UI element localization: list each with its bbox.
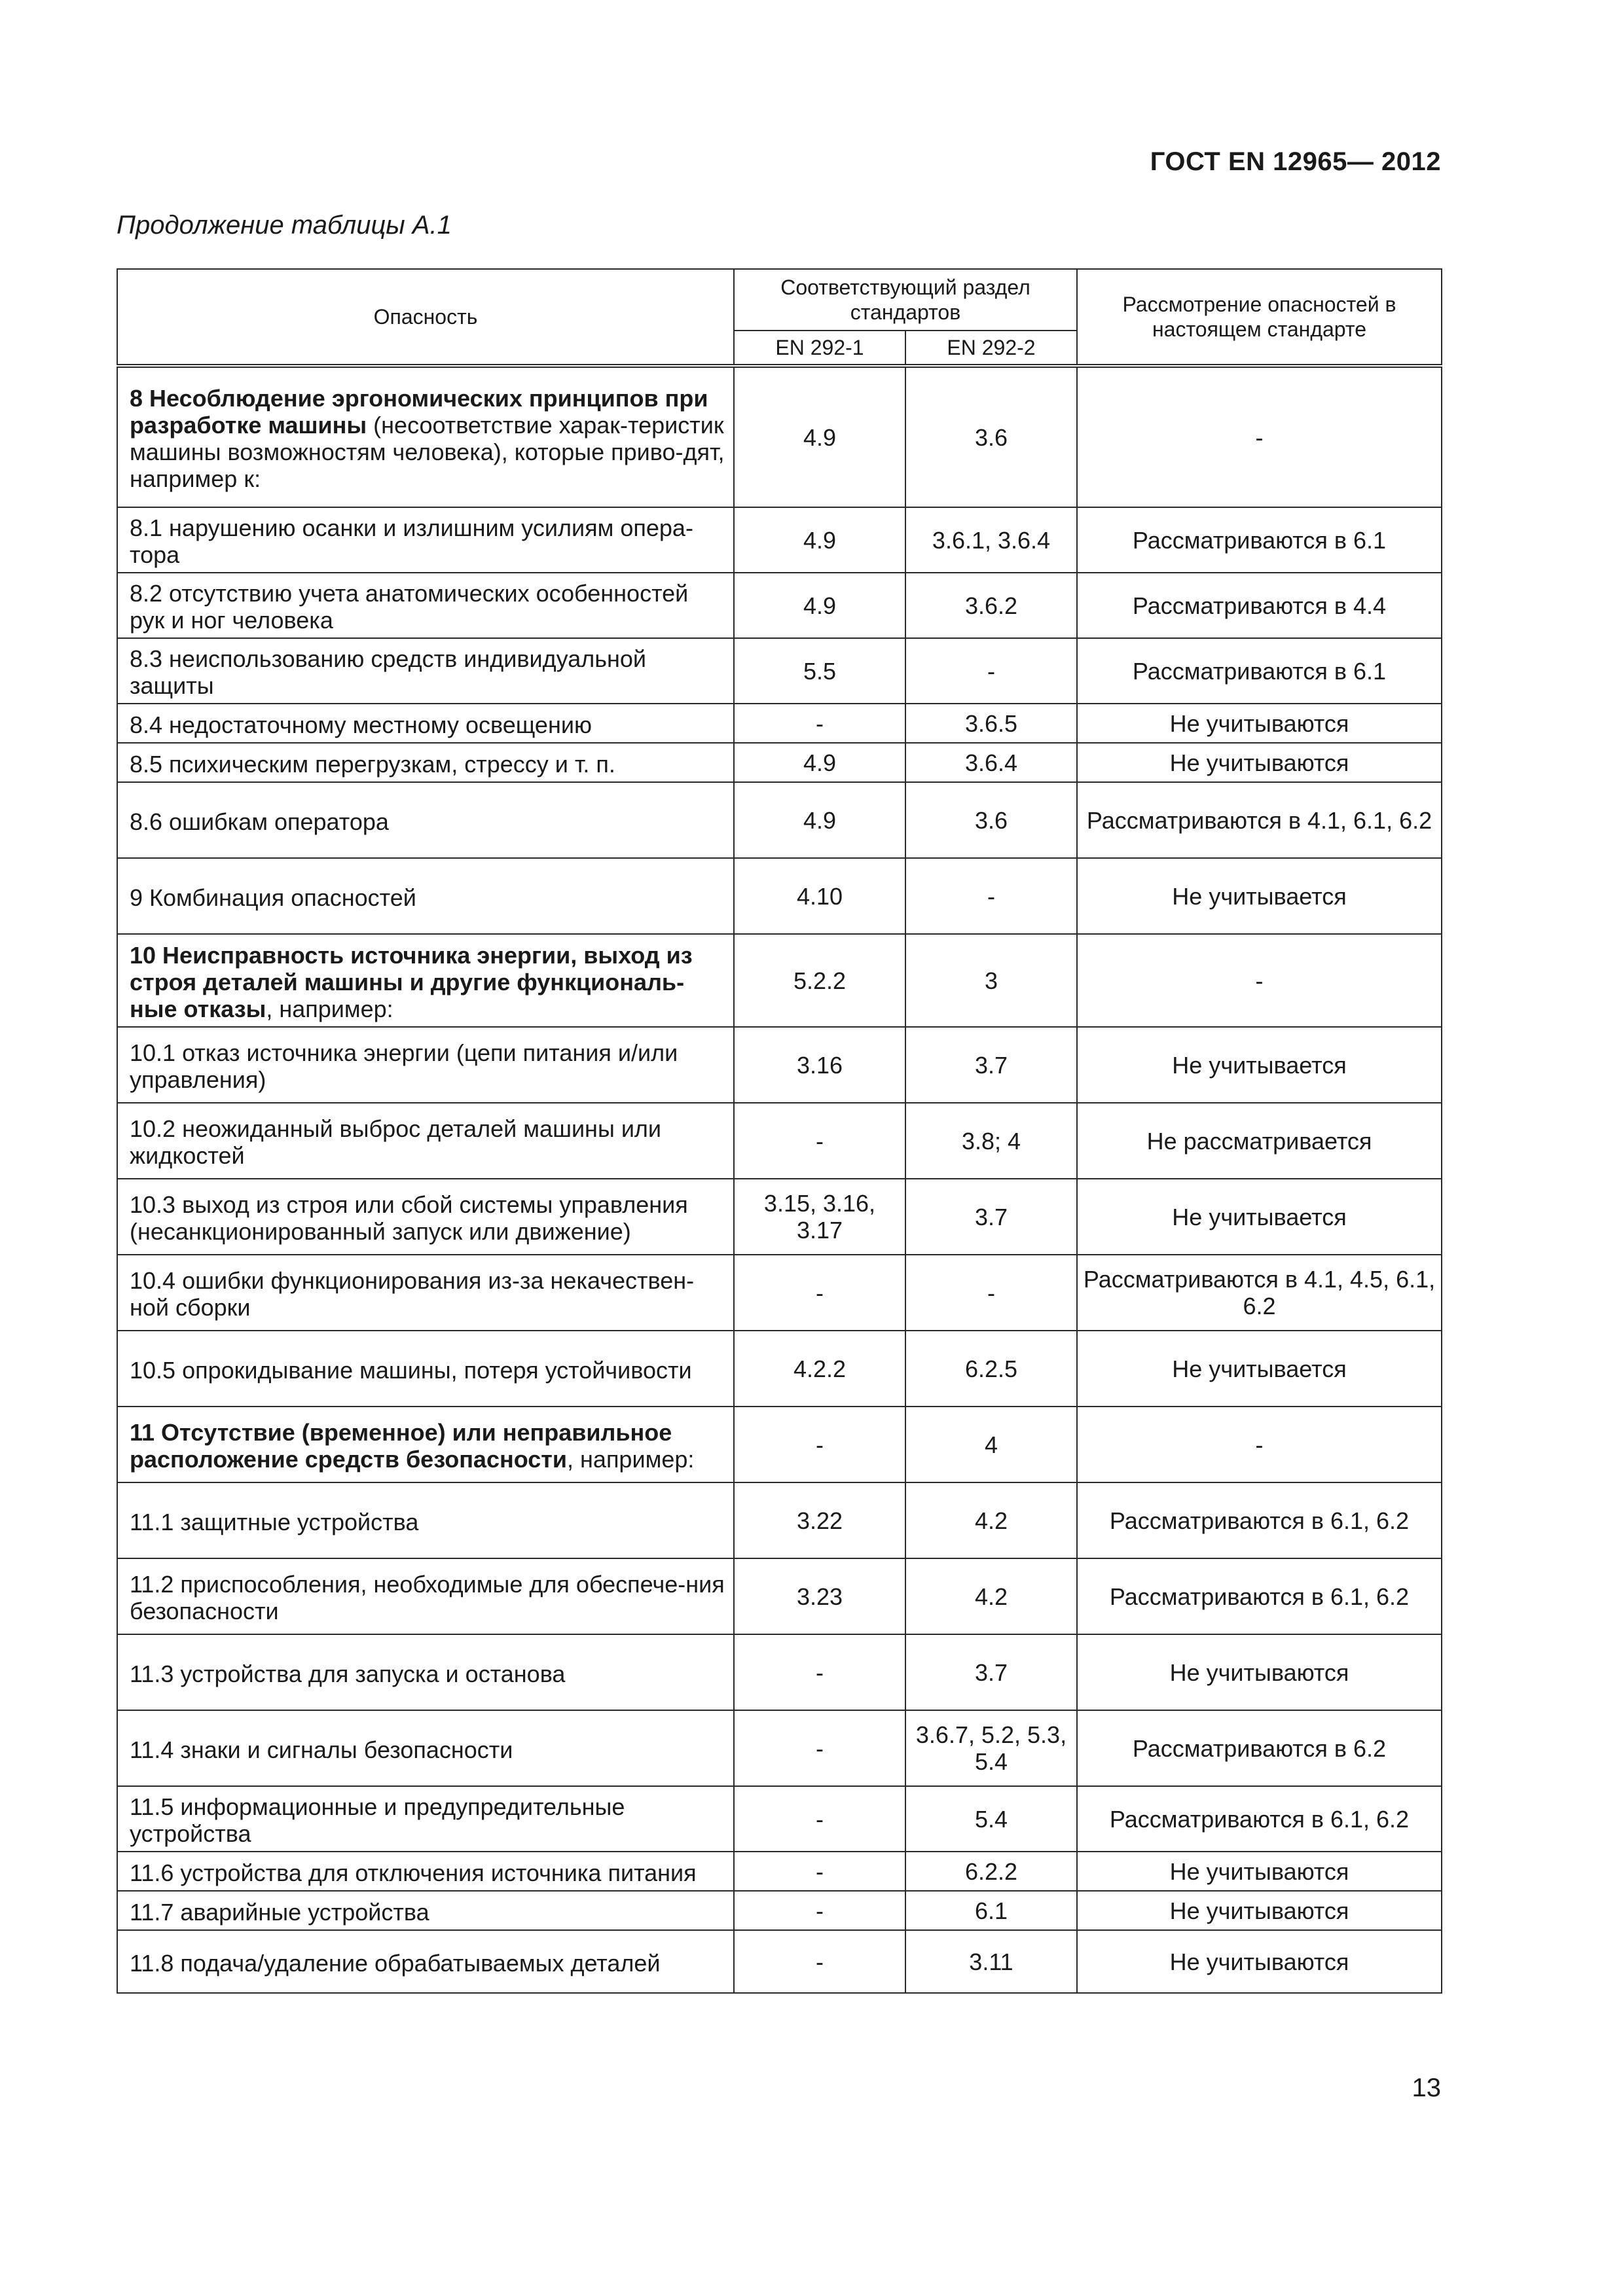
cell-consideration: Рассматриваются в 6.2 [1077,1710,1442,1786]
table-row [117,1710,1442,1786]
cell-consideration: - [1077,366,1442,507]
cell-en2921: 4.9 [734,782,905,858]
cell-en2921: - [734,1255,905,1331]
cell-hazard [117,1930,734,1993]
cell-hazard [117,1407,734,1482]
cell-hazard [117,1255,734,1331]
cell-en2922: 3.6.2 [905,573,1077,638]
hazard-text: , например: [266,995,393,1022]
cell-en2921: 3.23 [734,1558,905,1634]
hazard-text: 10.1 отказ источника энергии (цепи питания и/или управления) [130,1039,678,1093]
cell-consideration: Не учитывается [1077,858,1442,934]
cell-en2921: - [734,1634,905,1710]
cell-hazard [117,1891,734,1930]
table-row [117,507,1442,573]
cell-hazard [117,782,734,858]
cell-en2922: 3.7 [905,1179,1077,1255]
cell-en2921: - [734,1930,905,1993]
cell-en2922: - [905,638,1077,704]
header-en2922: EN 292-2 [905,331,1077,366]
cell-consideration: Не учитываются [1077,1930,1442,1993]
hazard-text: 9 Комбинация опасностей [130,884,416,911]
cell-en2922: 3.6.1, 3.6.4 [905,507,1077,573]
table-row [117,1482,1442,1558]
cell-en2922: 5.4 [905,1786,1077,1852]
table-row [117,858,1442,934]
table-row [117,1930,1442,1993]
table-row [117,573,1442,638]
cell-hazard [117,934,734,1027]
hazard-text: 8.5 психическим перегрузкам, стрессу и т. п. [130,750,615,778]
header-en2921: EN 292-1 [734,331,905,366]
cell-hazard [117,1027,734,1103]
cell-hazard [117,1786,734,1852]
cell-hazard [117,1634,734,1710]
table-row [117,1891,1442,1930]
cell-consideration: Рассматриваются в 6.1, 6.2 [1077,1558,1442,1634]
hazard-title: 11 Отсутствие (временное) или неправильное расположение средств безопасности [130,1419,672,1473]
table-row [117,1179,1442,1255]
cell-en2921: 4.9 [734,507,905,573]
table-row [117,782,1442,858]
cell-consideration: Не учитываются [1077,1891,1442,1930]
cell-hazard [117,1331,734,1407]
cell-consideration: Рассматриваются в 6.1 [1077,638,1442,704]
cell-consideration: Не учитывается [1077,1179,1442,1255]
table-row [117,1634,1442,1710]
cell-consideration: Рассматриваются в 6.1 [1077,507,1442,573]
cell-en2922: 3.6.5 [905,704,1077,743]
cell-en2922: - [905,858,1077,934]
document-header: ГОСТ EN 12965— 2012 [1150,147,1441,176]
cell-consideration: Не учитываются [1077,704,1442,743]
cell-hazard [117,1103,734,1179]
table-header [117,269,1442,366]
cell-en2921: 4.10 [734,858,905,934]
cell-hazard [117,1482,734,1558]
cell-en2921: 5.2.2 [734,934,905,1027]
table-row [117,1255,1442,1331]
cell-en2921: 4.9 [734,743,905,782]
header-hazard: Опасность [117,269,734,366]
cell-en2922: 3.8; 4 [905,1103,1077,1179]
cell-en2922: 3.7 [905,1634,1077,1710]
hazard-text: 8.2 отсутствию учета анатомических особенностей рук и ног человека [130,580,689,634]
cell-en2922: 3.6 [905,366,1077,507]
cell-hazard [117,1558,734,1634]
cell-hazard [117,858,734,934]
cell-consideration: Рассматриваются в 6.1, 6.2 [1077,1786,1442,1852]
cell-en2922: 3.6 [905,782,1077,858]
cell-consideration: Не учитываются [1077,1634,1442,1710]
cell-hazard [117,1852,734,1891]
cell-consideration: Не учитывается [1077,1027,1442,1103]
hazard-text: 10.5 опрокидывание машины, потеря устойчивости [130,1356,692,1384]
cell-en2922: 6.1 [905,1891,1077,1930]
hazard-text: 11.3 устройства для запуска и останова [130,1660,566,1687]
header-sections-group: Соответствующий раздел стандартов [734,269,1077,331]
cell-consideration: Рассматриваются в 6.1, 6.2 [1077,1482,1442,1558]
cell-en2921: 5.5 [734,638,905,704]
cell-en2922: - [905,1255,1077,1331]
hazard-text: 11.6 устройства для отключения источника питания [130,1859,697,1886]
cell-consideration: Не учитываются [1077,743,1442,782]
page-number: 13 [1412,2073,1441,2102]
hazard-text: 11.8 подача/удаление обрабатываемых деталей [130,1949,661,1977]
hazard-text: 8.3 неиспользованию средств индивидуальной защиты [130,645,647,699]
cell-en2921: - [734,1103,905,1179]
cell-en2922: 3.6.7, 5.2, 5.3, 5.4 [905,1710,1077,1786]
cell-en2922: 6.2.5 [905,1331,1077,1407]
table-row [117,1786,1442,1852]
cell-en2921: 4.9 [734,366,905,507]
hazard-text: 8.4 недостаточному местному освещению [130,711,592,738]
hazard-text: 11.1 защитные устройства [130,1508,419,1535]
cell-en2921: - [734,704,905,743]
cell-en2921: - [734,1891,905,1930]
hazard-title: 10 Неисправность источника энергии, выход из строя деталей машины и другие функциональ-ные отказы [130,941,693,1022]
hazard-title: 8 Несоблюдение эргономических принципов при разработке машины [130,385,708,439]
hazard-text: 10.2 неожиданный выброс деталей машины или жидкостей [130,1115,662,1169]
cell-consideration: Не учитываются [1077,1852,1442,1891]
table-row [117,366,1442,507]
cell-en2921: 3.22 [734,1482,905,1558]
cell-hazard [117,366,734,507]
table-row [117,743,1442,782]
cell-en2922: 3.7 [905,1027,1077,1103]
table-row [117,1407,1442,1482]
cell-consideration: Не учитывается [1077,1331,1442,1407]
cell-hazard [117,1179,734,1255]
table-row [117,1852,1442,1891]
cell-en2922: 4 [905,1407,1077,1482]
table-body [117,366,1442,1993]
cell-hazard [117,704,734,743]
table-row [117,638,1442,704]
cell-consideration: - [1077,934,1442,1027]
cell-en2922: 3.11 [905,1930,1077,1993]
cell-en2922: 3.6.4 [905,743,1077,782]
hazard-text: 10.4 ошибки функционирования из-за некачествен-ной сборки [130,1267,695,1321]
cell-consideration: Не рассматривается [1077,1103,1442,1179]
hazard-text: 11.5 информационные и предупредительные устройства [130,1793,625,1847]
cell-hazard [117,638,734,704]
cell-hazard [117,743,734,782]
header-consideration: Рассмотрение опасностей в настоящем стандарте [1077,269,1442,366]
cell-en2921: 3.16 [734,1027,905,1103]
hazard-text: 8.6 ошибкам оператора [130,808,389,835]
cell-en2921: 3.15, 3.16, 3.17 [734,1179,905,1255]
cell-consideration: Рассматриваются в 4.1, 6.1, 6.2 [1077,782,1442,858]
hazard-text: 8.1 нарушению осанки и излишним усилиям опера-тора [130,514,693,568]
cell-en2921: - [734,1852,905,1891]
cell-en2921: 4.9 [734,573,905,638]
table-row [117,1027,1442,1103]
cell-en2921: - [734,1407,905,1482]
cell-en2922: 4.2 [905,1482,1077,1558]
hazard-text: 11.4 знаки и сигналы безопасности [130,1736,513,1763]
cell-consideration: Рассматриваются в 4.1, 4.5, 6.1, 6.2 [1077,1255,1442,1331]
cell-consideration: - [1077,1407,1442,1482]
table-row [117,1558,1442,1634]
cell-hazard [117,507,734,573]
hazard-text: (несоответствие харак-теристик машины возможностям человека), которые приво-дят, например к: [130,412,725,492]
table-row [117,1103,1442,1179]
hazard-text: 11.2 приспособления, необходимые для обеспече-ния безопасности [130,1571,725,1624]
cell-en2922: 3 [905,934,1077,1027]
cell-consideration: Рассматриваются в 4.4 [1077,573,1442,638]
table-row [117,704,1442,743]
cell-en2922: 6.2.2 [905,1852,1077,1891]
hazards-table [117,268,1442,1994]
cell-en2922: 4.2 [905,1558,1077,1634]
cell-en2921: - [734,1710,905,1786]
cell-en2921: - [734,1786,905,1852]
table-caption: Продолжение таблицы А.1 [117,211,452,240]
hazard-text: 11.7 аварийные устройства [130,1898,429,1926]
cell-hazard [117,1710,734,1786]
hazard-text: 10.3 выход из строя или сбой системы управления (несанкционированный запуск или движение) [130,1191,688,1245]
table-row [117,934,1442,1027]
hazard-text: , например: [567,1446,695,1473]
cell-hazard [117,573,734,638]
cell-en2921: 4.2.2 [734,1331,905,1407]
table-row [117,1331,1442,1407]
